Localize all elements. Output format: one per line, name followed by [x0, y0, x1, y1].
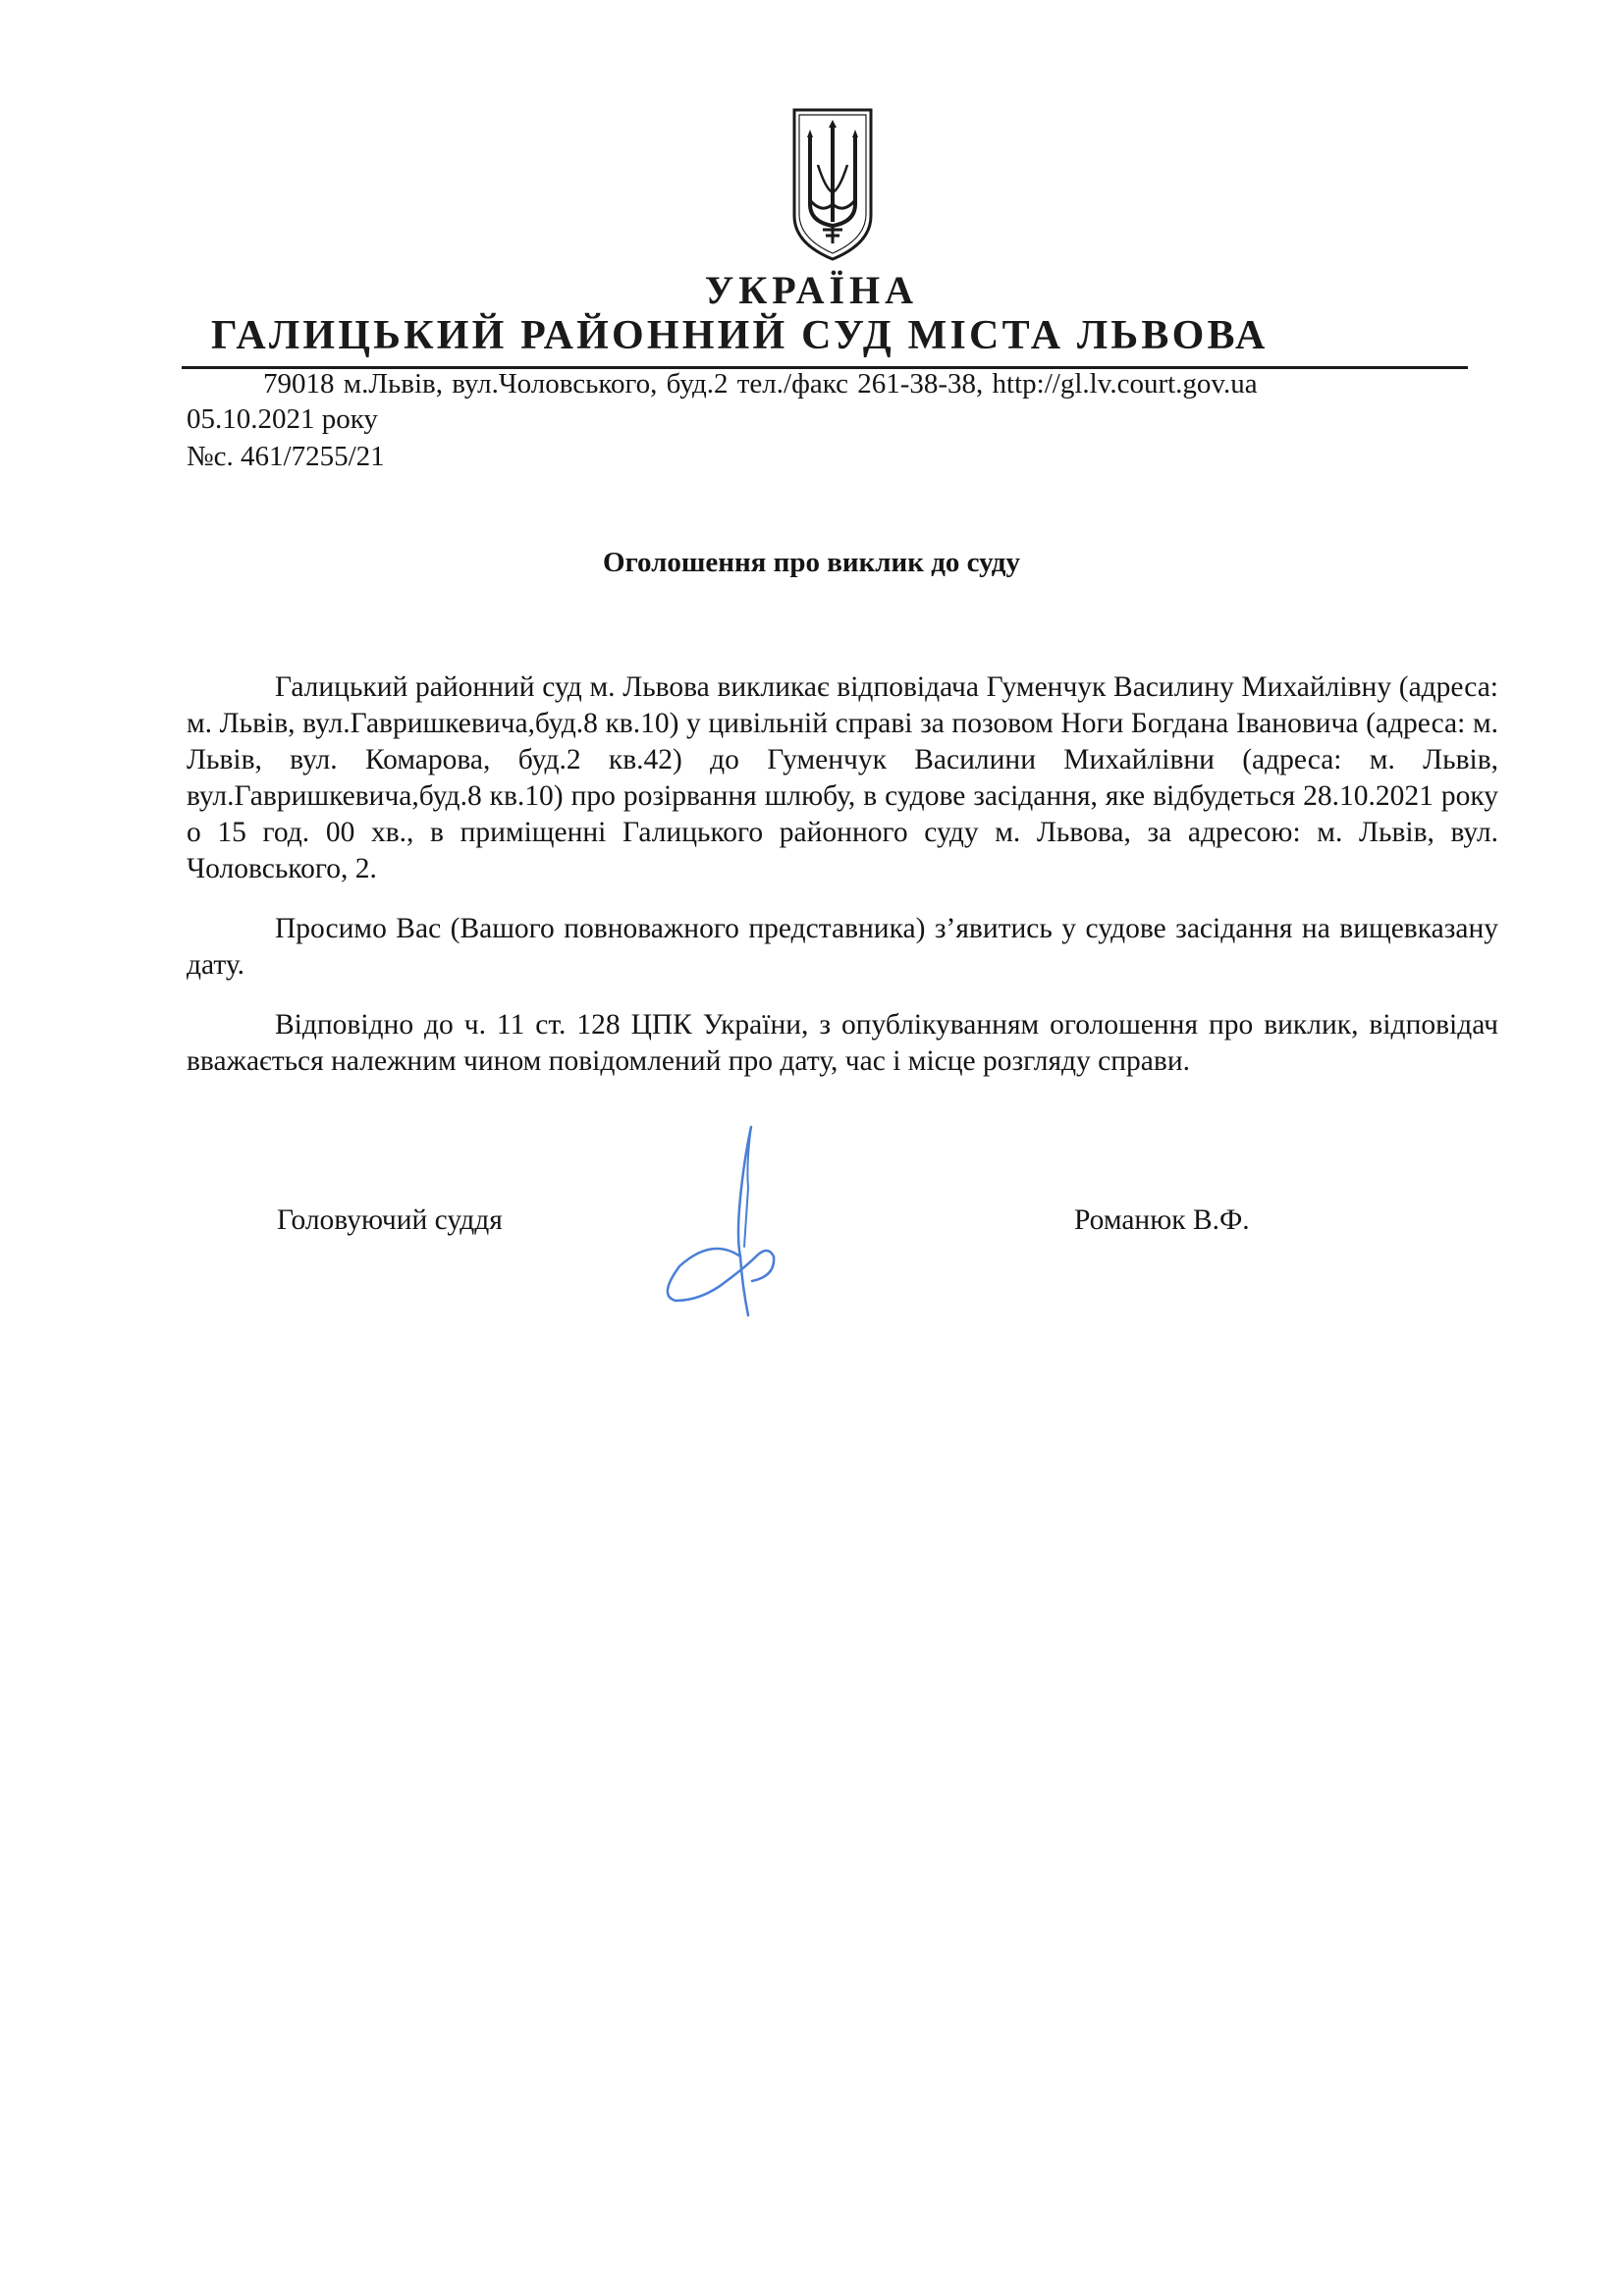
body-paragraph-request: Просимо Вас (Вашого повноважного представника) з’явитись у судове засідання на вищевказану дату.: [187, 913, 1498, 981]
court-name-heading: ГАЛИЦЬКИЙ РАЙОННИЙ СУД МІСТА ЛЬВОВА: [211, 313, 1269, 358]
trident-coat-of-arms-icon: [788, 106, 877, 263]
country-heading: УКРАЇНА: [704, 268, 919, 312]
body-paragraph-legal-notice: Відповідно до ч. 11 ст. 128 ЦПК України, з опублікуванням оголошення про виклик, відповідач вважається належним чином повідомлений про дату, час і місце розгляду справи.: [187, 1009, 1498, 1077]
document-body: [187, 669, 1498, 1103]
document-title: Оголошення про виклик до суду: [603, 547, 1020, 578]
body-paragraph-summons: Галицький районний суд м. Львова викликає відповідача Гуменчук Василину Михайлівну (адреса: м. Львів, вул.Гавришкевича,буд.8 кв.10) у цивільній справі за позовом Ноги Богдана Івановича (адреса: м. Львів, вул. Комарова, буд.2 кв.42) до Гуменчук Василини Михайлівни (адреса: м. Львів, вул.Гавришкевича,буд.8 кв.10) про розірвання шлюбу, в судове засідання, яке відбудеться 28.10.2021 року о 15 год. 00 хв., в приміщенні Галицького районного суду м. Львова, за адресою: м. Львів, вул. Чоловського, 2.: [187, 671, 1498, 884]
handwritten-signature: [658, 1119, 805, 1355]
case-number: №с. 461/7255/21: [187, 441, 385, 472]
signatory-role: Головуючий суддя: [277, 1204, 503, 1236]
court-contacts: 79018 м.Львів, вул.Чоловського, буд.2 тел./факс 261-38-38, http://gl.lv.court.gov.ua: [263, 368, 1258, 400]
judge-name: Романюк В.Ф.: [1074, 1204, 1250, 1236]
document-date: 05.10.2021 року: [187, 403, 378, 435]
